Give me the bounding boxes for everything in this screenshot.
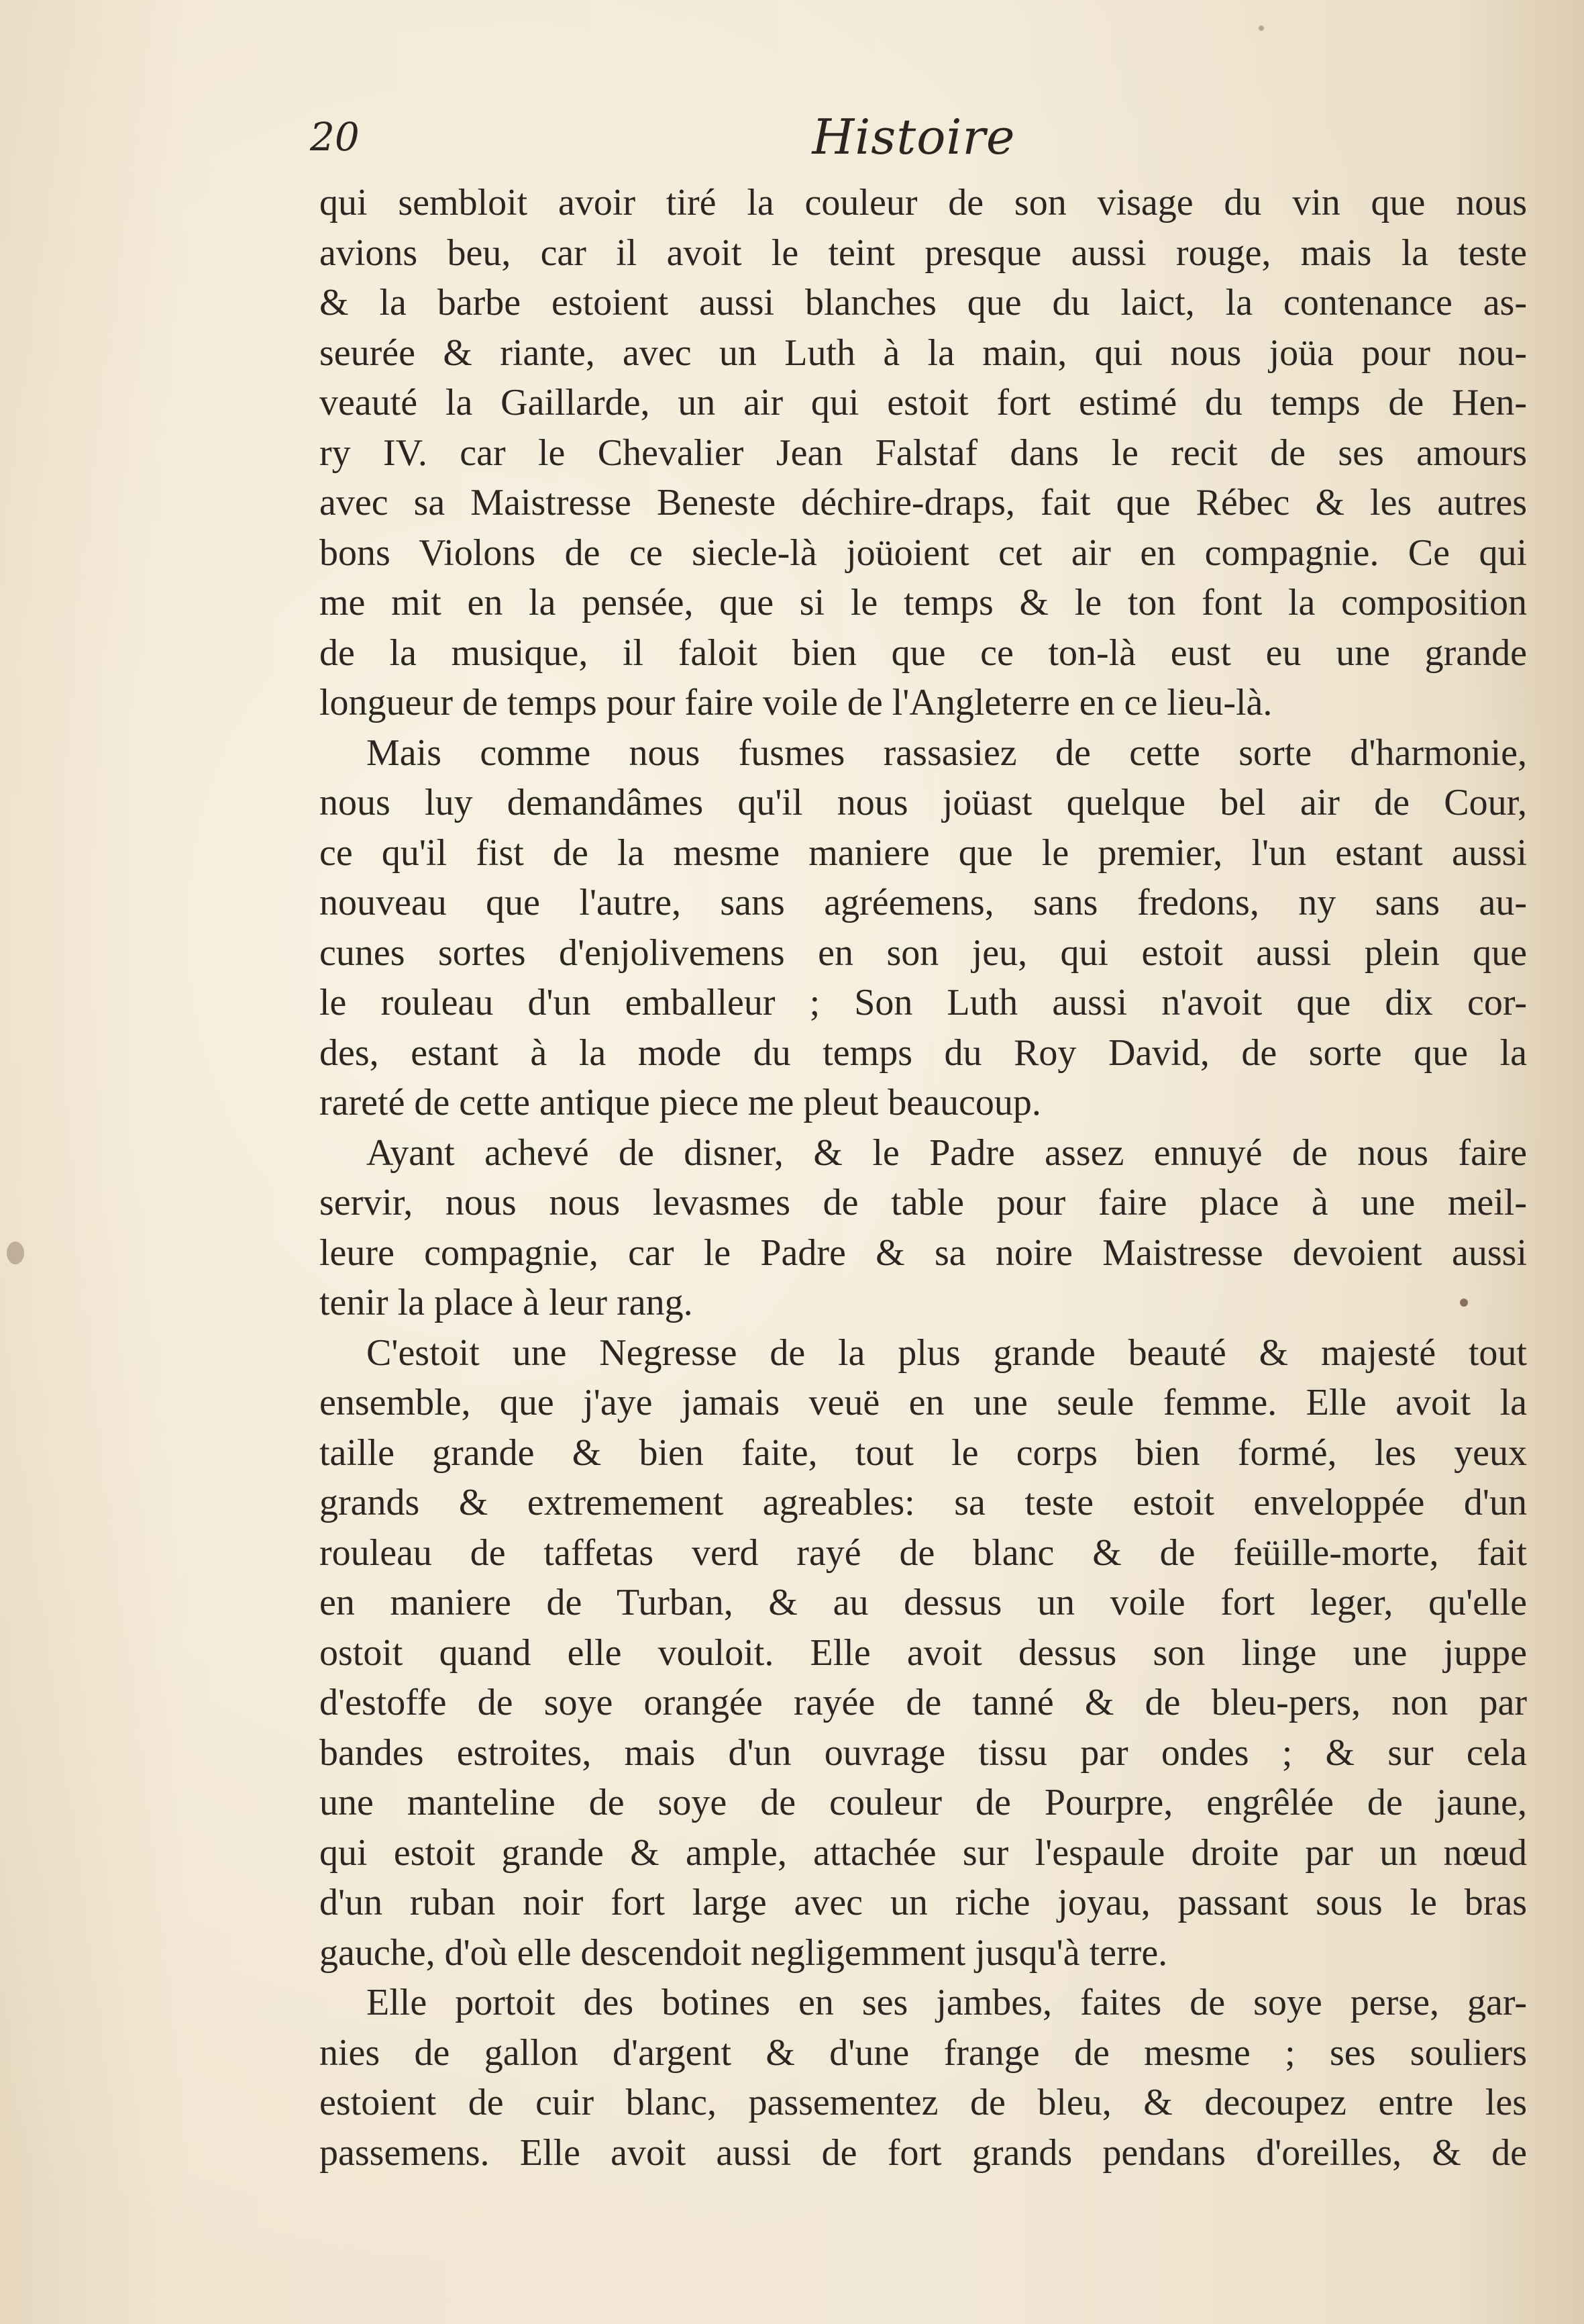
text-line: gauche, d'où elle descendoit negligemment jusqu'à terre. — [319, 1931, 1168, 1974]
text-line: leure compagnie, car le Padre & sa noire Maistresse devoient aussi — [319, 1231, 1527, 1274]
text-line: Mais comme nous fusmes rassasiez de cette sorte d'harmonie, — [366, 731, 1527, 774]
text-line: le rouleau d'un emballeur ; Son Luth aussi n'avoit que dix cor- — [319, 982, 1527, 1023]
running-head: Histoire — [812, 109, 1016, 165]
text-line: d'estoffe de soye orangée rayée de tanné & de bleu-pers, non par — [319, 1682, 1527, 1723]
text-line: rareté de cette antique piece me pleut beaucoup. — [319, 1082, 1041, 1123]
text-line: rouleau de taffetas verd rayé de blanc & de feüille-morte, fait — [319, 1531, 1527, 1574]
text-line: Ayant achevé de disner, & le Padre assez ennuyé de nous faire — [366, 1131, 1527, 1174]
text-line: ry IV. car le Chevalier Jean Falstaf dans le recit de ses amours — [319, 432, 1527, 474]
text-line: passemens. Elle avoit aussi de fort grands pendans d'oreilles, & de — [319, 2131, 1527, 2174]
text-line: longueur de temps pour faire voile de l'Angleterre en ce lieu-là. — [319, 682, 1273, 723]
ink-spot — [7, 1242, 24, 1264]
text-line: nous luy demandâmes qu'il nous joüast quelque bel air de Cour, — [319, 782, 1527, 823]
text-line: de la musique, il faloit bien que ce ton-là eust eu une grande — [319, 631, 1527, 674]
text-line: ostoit quand elle vouloit. Elle avoit dessus son linge une juppe — [319, 1631, 1527, 1674]
text-line: qui estoit grande & ample, attachée sur l'espaule droite par un nœud — [319, 1831, 1527, 1874]
text-line: me mit en la pensée, que si le temps & le ton font la composition — [319, 582, 1527, 623]
text-line: grands & extremement agreables: sa teste estoit enveloppée d'un — [319, 1482, 1527, 1523]
text-line: en maniere de Turban, & au dessus un voile fort leger, qu'elle — [319, 1582, 1527, 1623]
text-line: C'estoit une Negresse de la plus grande beauté & majesté tout — [366, 1331, 1527, 1374]
text-line: bandes estroites, mais d'un ouvrage tissu par ondes ; & sur cela — [319, 1731, 1527, 1774]
text-line: avions beu, car il avoit le teint presque aussi rouge, mais la teste — [319, 232, 1527, 274]
text-line: des, estant à la mode du temps du Roy David, de sorte que la — [319, 1031, 1527, 1074]
text-line: veauté la Gaillarde, un air qui estoit fort estimé du temps de Hen- — [319, 382, 1527, 423]
text-line: tenir la place à leur rang. — [319, 1282, 693, 1323]
text-line: seurée & riante, avec un Luth à la main, qui nous joüa pour nou- — [319, 332, 1527, 374]
text-line: avec sa Maistresse Beneste déchire-draps, fait que Rébec & les autres — [319, 482, 1527, 523]
text-line: servir, nous nous levasmes de table pour faire place à une meil- — [319, 1182, 1527, 1223]
text-line: & la barbe estoient aussi blanches que du laict, la contenance as- — [319, 282, 1527, 323]
body-text — [319, 178, 1527, 2178]
text-line: estoient de cuir blanc, passementez de bleu, & decoupez entre les — [319, 2082, 1527, 2123]
text-line: une manteline de soye de couleur de Pourpre, engrêlée de jaune, — [319, 1782, 1527, 1823]
text-line: ensemble, que j'aye jamais veuë en une seule femme. Elle avoit la — [319, 1382, 1527, 1423]
text-line: nouveau que l'autre, sans agréemens, sans fredons, ny sans au- — [319, 882, 1527, 923]
page-number: 20 — [310, 114, 360, 160]
text-line: d'un ruban noir fort large avec un riche joyau, passant sous le bras — [319, 1882, 1527, 1923]
page-header — [310, 109, 1518, 176]
text-line: bons Violons de ce siecle-là joüoient cet air en compagnie. Ce qui — [319, 532, 1527, 574]
text-line: ce qu'il fist de la mesme maniere que le premier, l'un estant aussi — [319, 831, 1527, 874]
text-line: Elle portoit des botines en ses jambes, faites de soye perse, gar- — [366, 1982, 1527, 2023]
text-line: taille grande & bien faite, tout le corps bien formé, les yeux — [319, 1431, 1527, 1474]
text-line: cunes sortes d'enjolivemens en son jeu, qui estoit aussi plein que — [319, 931, 1527, 974]
ink-spot — [1259, 26, 1264, 31]
text-line: qui sembloit avoir tiré la couleur de son visage du vin que nous — [319, 182, 1527, 223]
text-line: nies de gallon d'argent & d'une frange de mesme ; ses souliers — [319, 2031, 1527, 2074]
